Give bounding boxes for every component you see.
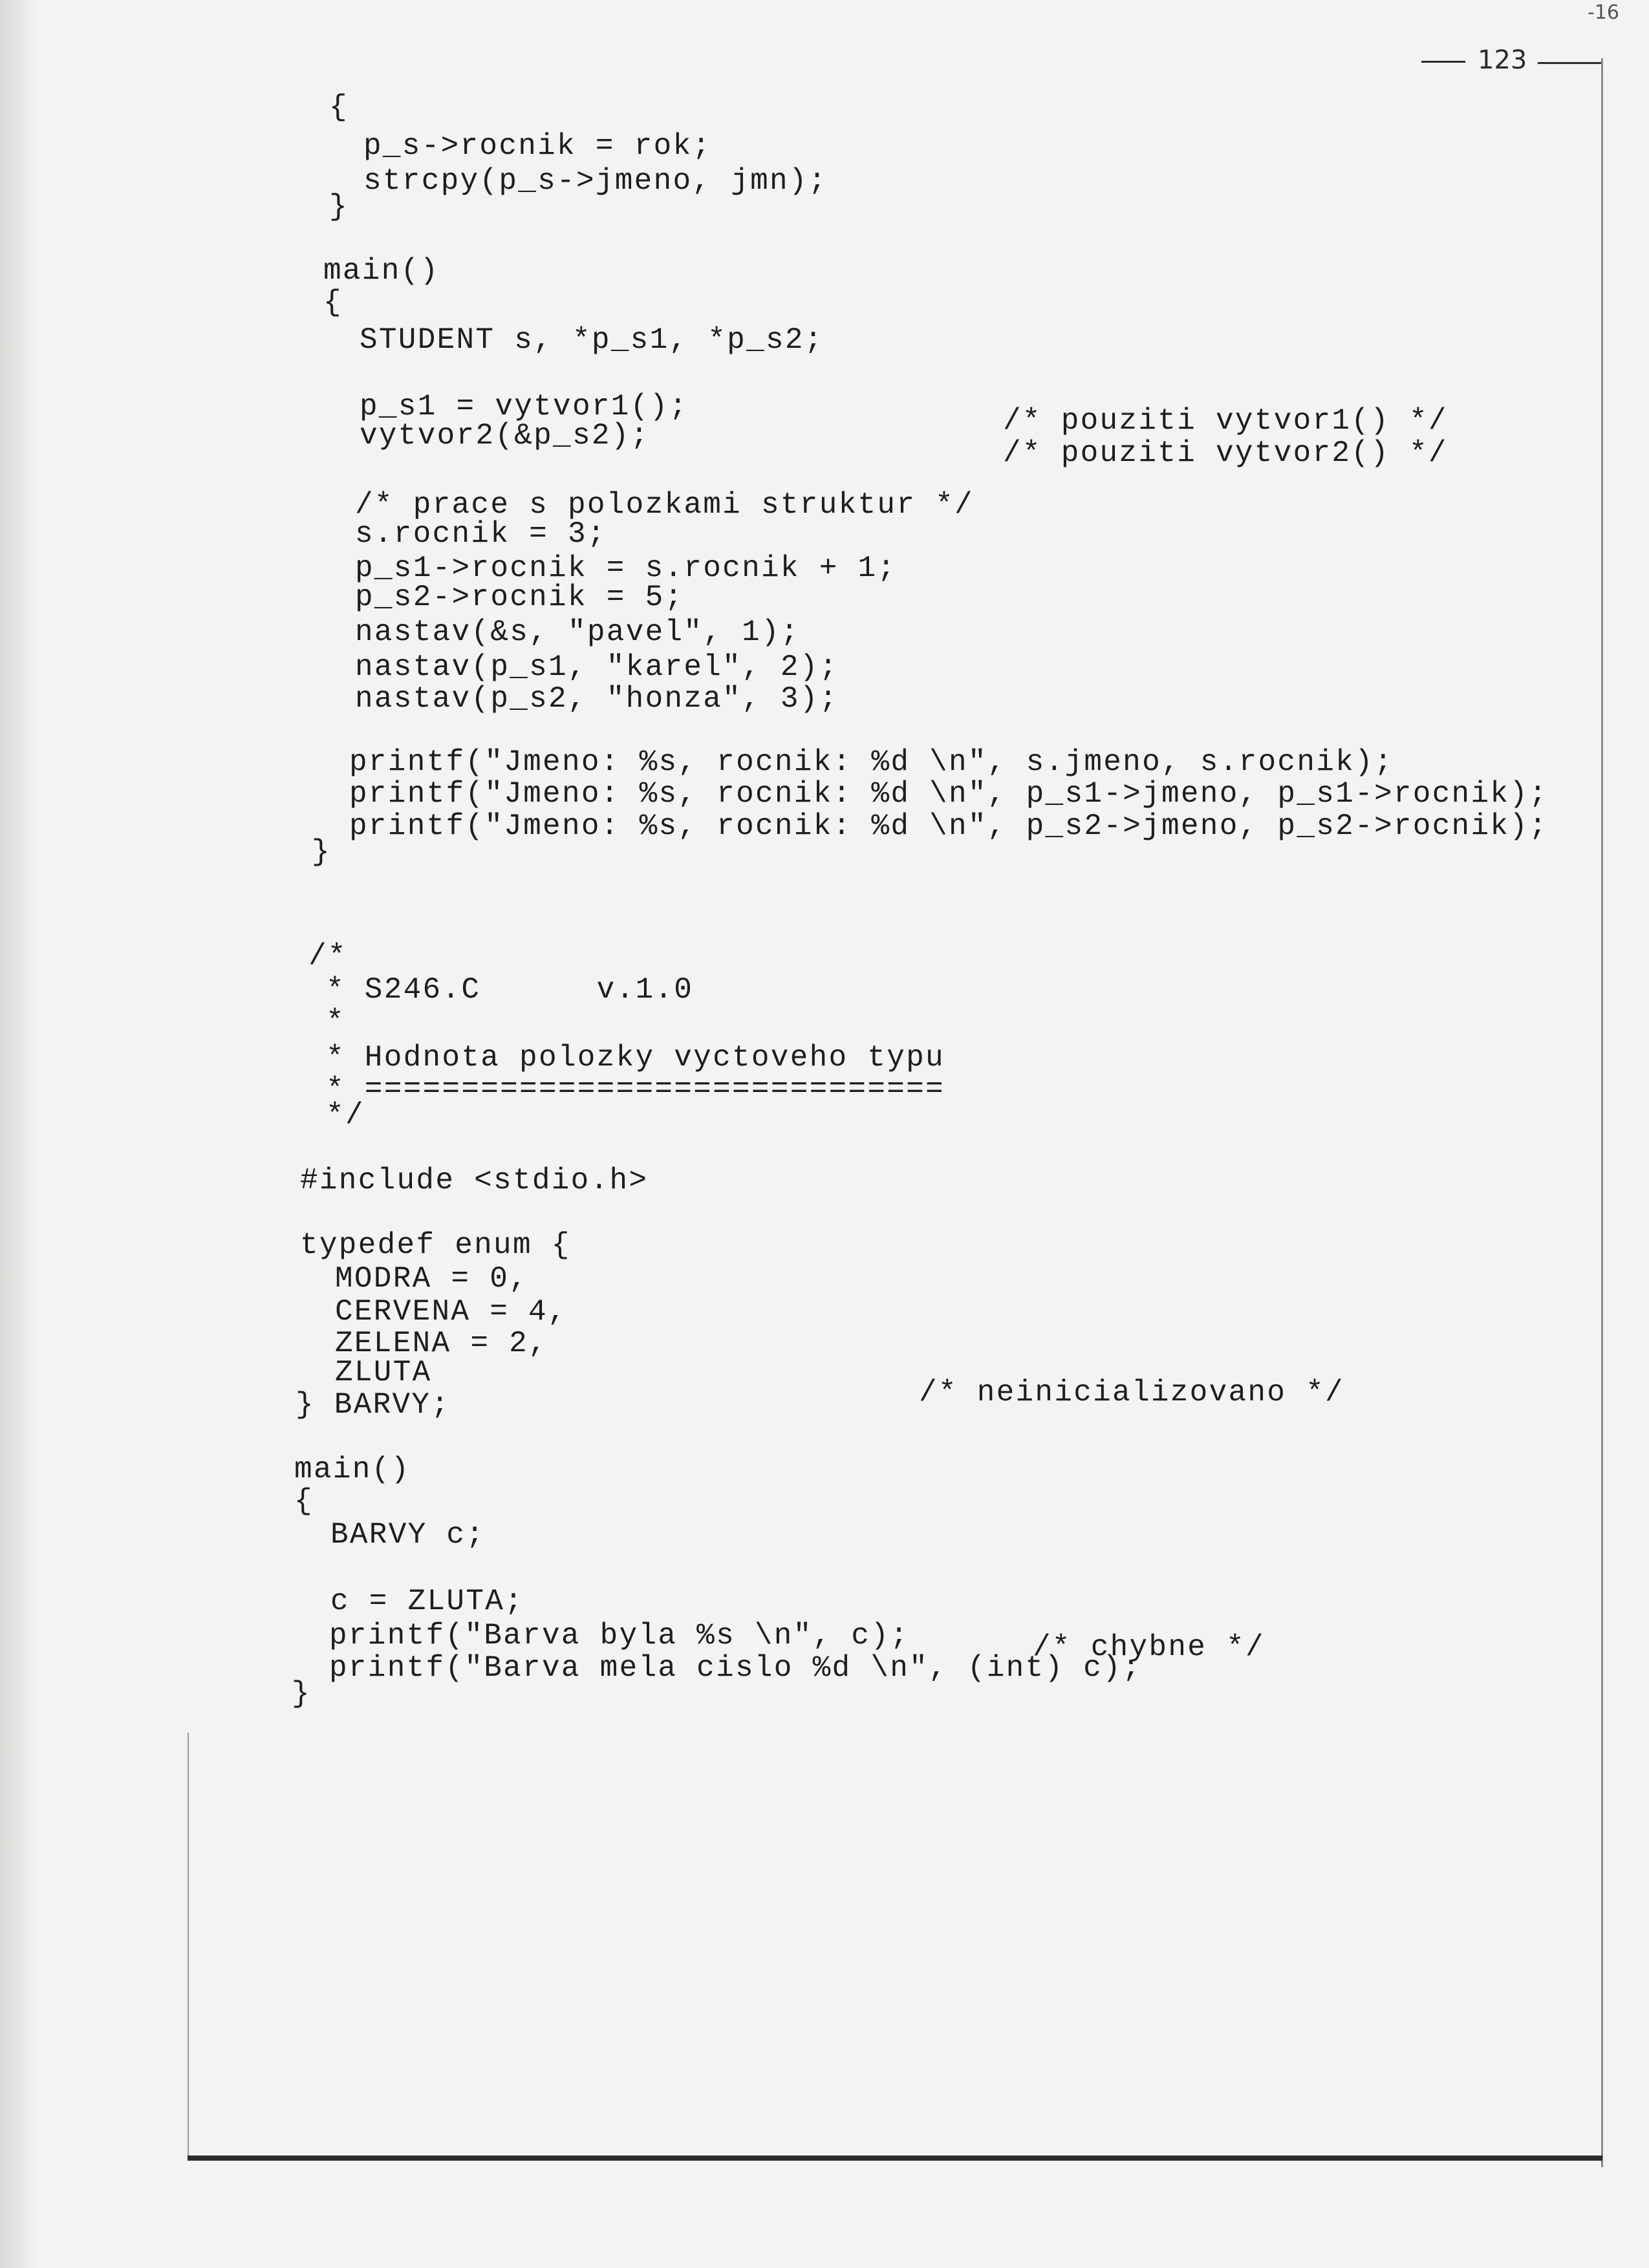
code-line: typedef enum { [300, 1228, 571, 1262]
code-line: * ============================== [326, 1073, 945, 1106]
page-number-dash-left [1421, 61, 1465, 63]
code-line: printf("Jmeno: %s, rocnik: %d \n", p_s1->jmeno, p_s1->rocnik); [349, 777, 1549, 811]
scan-shadow [0, 0, 39, 2268]
code-line: BARVY c; [330, 1518, 486, 1552]
code-line: printf("Barva mela cislo %d \n", (int) c); [329, 1651, 1141, 1685]
code-line: p_s1 = vytvor1(); [360, 390, 689, 423]
code-line: nastav(p_s2, "honza", 3); [355, 682, 839, 716]
code-comment: /* chybne */ [1033, 1631, 1265, 1664]
code-comment: /* neinicializovano */ [919, 1376, 1344, 1409]
code-line: vytvor2(&p_s2); [360, 419, 650, 453]
code-line: * S246.C v.1.0 [326, 973, 694, 1007]
code-line: #include <stdio.h> [300, 1164, 649, 1197]
code-line: p_s1->rocnik = s.rocnik + 1; [355, 551, 897, 585]
code-line: { [294, 1484, 314, 1518]
code-line: p_s->rocnik = rok; [363, 129, 712, 163]
code-line: } [312, 835, 331, 869]
page-number-dash-right [1538, 62, 1601, 64]
code-line: nastav(&s, "pavel", 1); [355, 615, 800, 649]
code-line: MODRA = 0, [335, 1262, 529, 1296]
code-line: */ [326, 1098, 365, 1132]
code-line: ZLUTA [335, 1356, 432, 1389]
code-line: STUDENT s, *p_s1, *p_s2; [360, 323, 824, 357]
code-line: * Hodnota polozky vyctoveho typu [326, 1041, 945, 1075]
left-border-line [188, 1733, 189, 2159]
code-line: main() [294, 1453, 411, 1486]
page-number: 123 [1478, 45, 1527, 75]
code-line: printf("Jmeno: %s, rocnik: %d \n", p_s2->jmeno, p_s2->rocnik); [349, 809, 1549, 843]
code-line: CERVENA = 4, [335, 1295, 567, 1329]
code-line: s.rocnik = 3; [355, 517, 607, 551]
code-line: printf("Barva byla %s \n", c); [329, 1619, 910, 1653]
code-line: strcpy(p_s->jmeno, jmn); [363, 164, 828, 198]
code-line: ZELENA = 2, [335, 1327, 548, 1360]
code-line: { [323, 286, 343, 319]
code-comment: /* pouziti vytvor1() */ [1003, 404, 1448, 438]
code-line: c = ZLUTA; [330, 1585, 524, 1618]
code-line: nastav(p_s1, "karel", 2); [355, 650, 839, 684]
right-border-line [1601, 58, 1603, 2167]
code-line: { [329, 91, 349, 124]
code-line: } [329, 190, 349, 224]
code-comment: /* pouziti vytvor2() */ [1003, 436, 1448, 470]
code-line: main() [323, 254, 440, 288]
code-line: } [292, 1677, 311, 1711]
code-line: /* [308, 939, 347, 973]
code-line: /* prace s polozkami struktur */ [355, 488, 974, 522]
bottom-rule [188, 2156, 1602, 2161]
corner-mark: -16 [1588, 1, 1619, 24]
code-line: printf("Jmeno: %s, rocnik: %d \n", s.jmeno, s.rocnik); [349, 745, 1394, 779]
code-line: p_s2->rocnik = 5; [355, 581, 684, 614]
code-line: * [326, 1005, 345, 1038]
code-line: } BARVY; [296, 1388, 451, 1422]
